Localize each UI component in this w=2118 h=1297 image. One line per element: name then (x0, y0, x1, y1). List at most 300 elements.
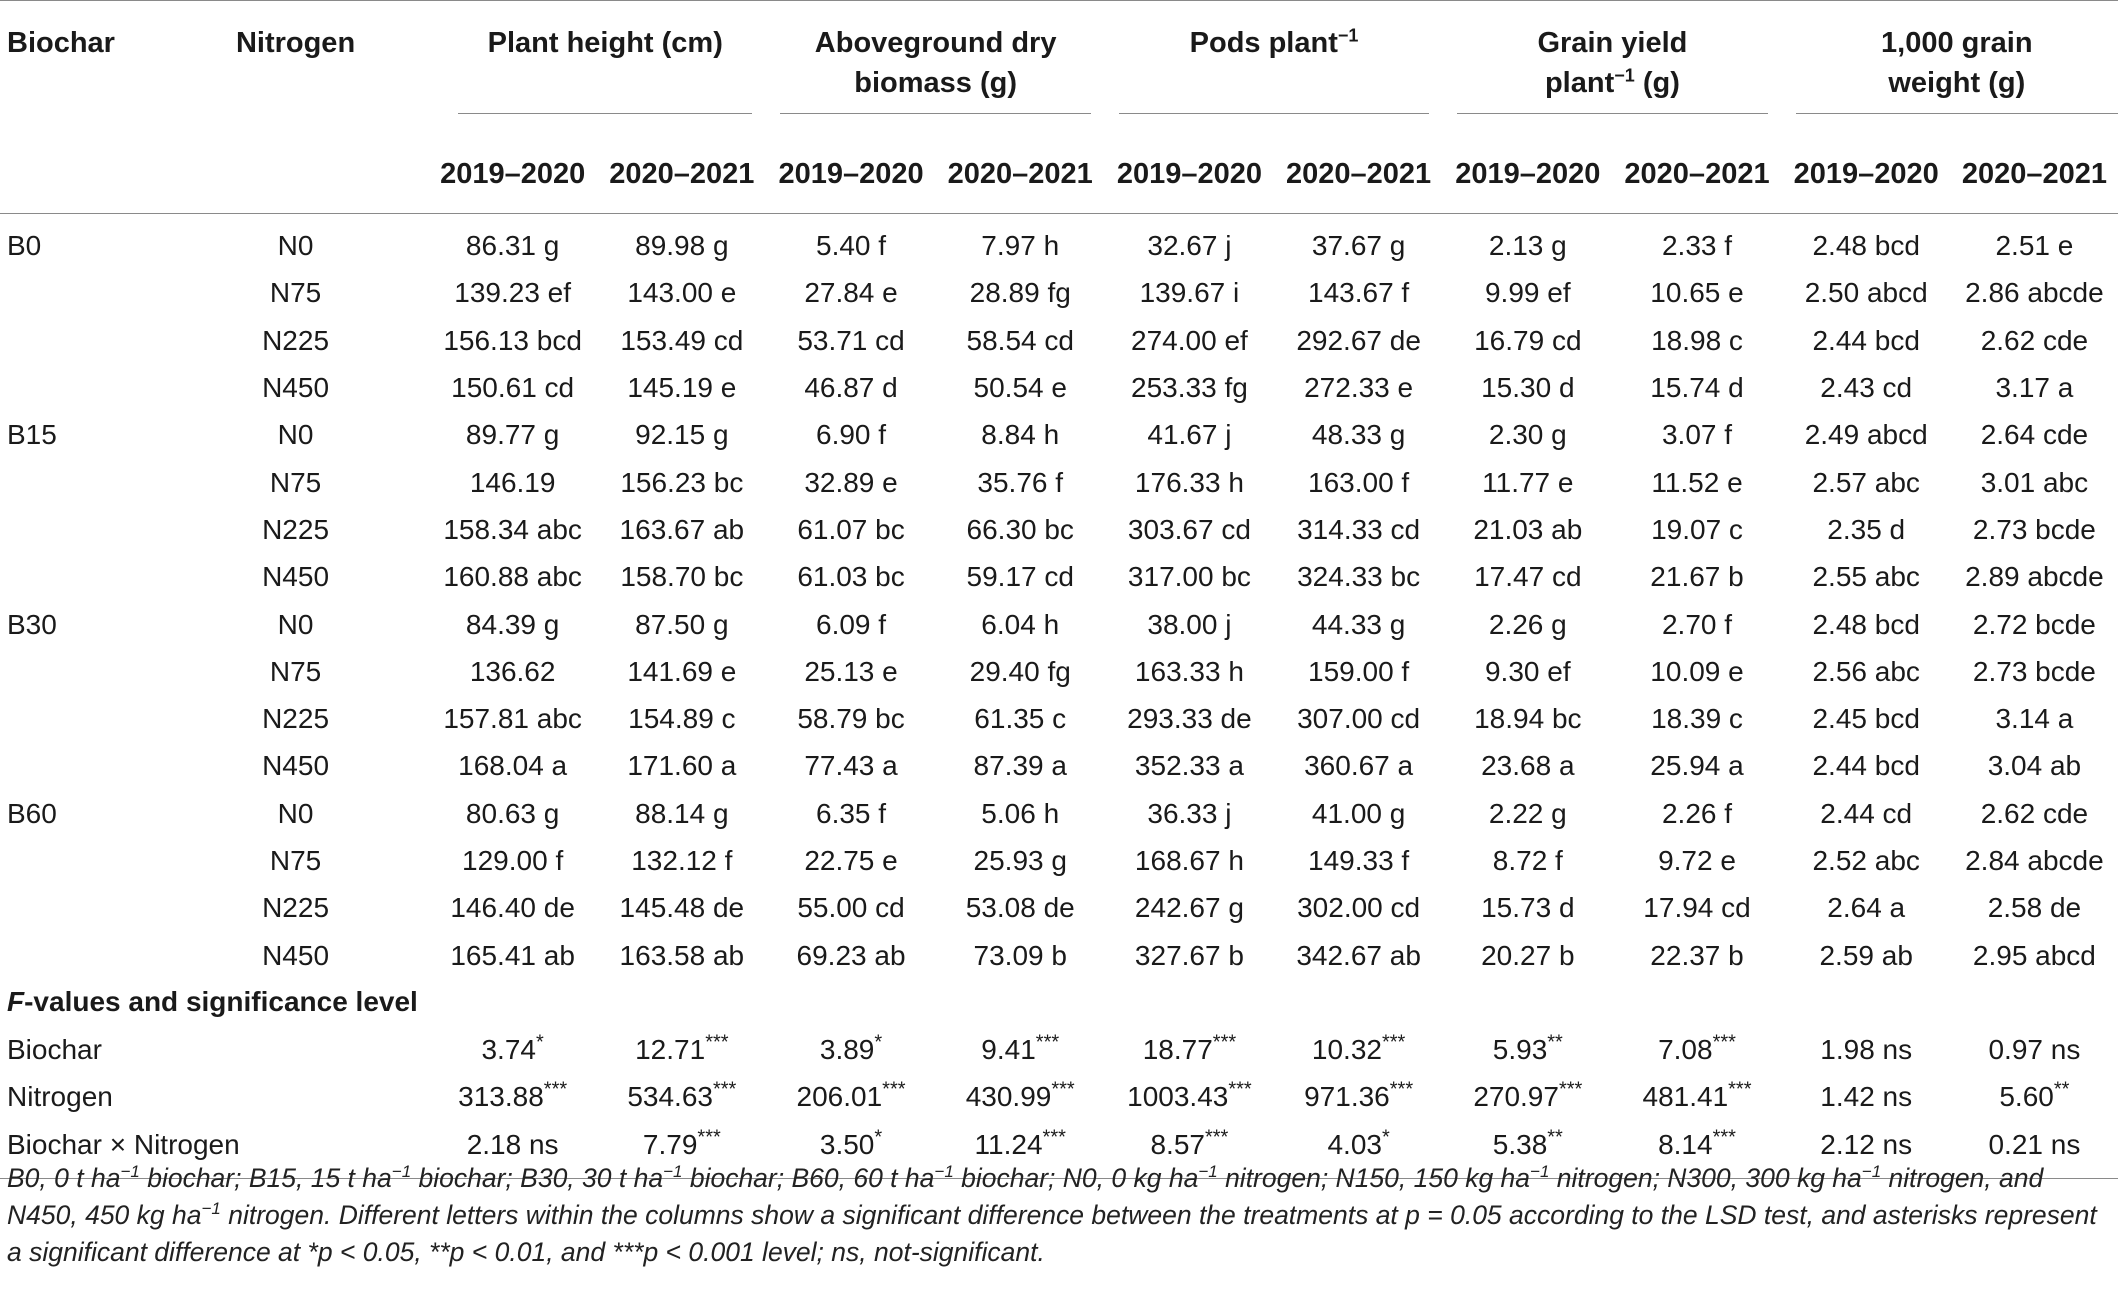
value-cell: 41.67 j (1147, 419, 1232, 451)
footnote-sup: −1 (1530, 1162, 1550, 1182)
value-cell: 38.00 j (1147, 608, 1232, 640)
nitrogen-cell: N450 (262, 939, 330, 971)
table-row (0, 458, 2118, 505)
value-cell: 2.52 abc (1812, 845, 1920, 876)
value-cell: 2.62 cde (1980, 324, 2089, 356)
footnote-sup: −1 (201, 1199, 221, 1219)
value-cell: 35.76 f (977, 466, 1064, 498)
table-row (0, 506, 2118, 553)
table-row (0, 884, 2118, 931)
f-value: 534.63 (627, 1081, 713, 1113)
value-cell: 55.00 cd (797, 892, 905, 924)
value-cell: 168.04 a (458, 750, 568, 782)
value-cell: 317.00 bc (1127, 561, 1251, 593)
value-cell: 2.70 f (1661, 608, 1733, 640)
value-cell: 2.59 ab (1819, 939, 1913, 971)
f-row-label: Nitrogen (7, 1081, 113, 1113)
value-cell: 3.17 a (1995, 372, 2074, 404)
f-value: 8.57 (1150, 1128, 1205, 1160)
value-cell: 2.51 e (1995, 230, 2074, 262)
year-header: 2019–2020 (778, 157, 924, 190)
biochar-cell (0, 458, 163, 505)
value-cell: 156.23 bc (620, 466, 744, 498)
value-cell: 2.22 g (1488, 797, 1567, 829)
nitrogen-header: Nitrogen (163, 1, 428, 214)
year-header: 2019–2020 (440, 157, 586, 190)
f-value-cell (1274, 1026, 1443, 1073)
significance-stars: ** (2053, 1079, 2070, 1102)
table-row (0, 317, 2118, 364)
biochar-cell: B15 (7, 419, 57, 451)
f-value: 11.24 (974, 1128, 1043, 1160)
footnote-sup: −1 (663, 1162, 683, 1182)
value-cell: 46.87 d (804, 372, 898, 404)
value-cell: 2.55 abc (1812, 561, 1920, 593)
value-cell: 5.06 h (981, 797, 1060, 829)
value-cell: 18.98 c (1651, 324, 1743, 356)
table-row (0, 790, 2118, 837)
significance-stars: *** (543, 1079, 568, 1102)
group-header-line1: Grain yield (1537, 27, 1688, 59)
value-cell: 17.94 cd (1643, 892, 1751, 924)
footnote-sup: −1 (1198, 1162, 1218, 1182)
footnote-text: biochar; N0, 0 kg ha (953, 1163, 1199, 1193)
value-cell: 303.67 cd (1127, 513, 1251, 545)
group-header-text: Pods plant (1189, 27, 1338, 59)
footnote-text: nitrogen; N300, 300 kg ha (1549, 1163, 1862, 1193)
f-section-lead: F (7, 986, 25, 1018)
value-cell: 2.58 de (1987, 892, 2082, 924)
value-cell: 8.84 h (981, 419, 1060, 451)
nitrogen-cell: N450 (262, 561, 330, 593)
value-cell: 3.07 f (1661, 419, 1733, 451)
year-header: 2019–2020 (1455, 157, 1601, 190)
f-value: 5.93 (1492, 1034, 1548, 1066)
value-cell: 18.94 bc (1474, 703, 1582, 735)
value-cell: 87.50 g (635, 608, 729, 640)
value-cell: 292.67 de (1296, 324, 1421, 356)
f-value: 5.38 (1492, 1128, 1548, 1160)
footnote-sup: −1 (391, 1162, 412, 1182)
value-cell: 58.79 bc (797, 703, 905, 735)
value-cell: 69.23 ab (796, 939, 906, 971)
value-cell: 22.75 e (804, 845, 898, 876)
significance-stars: *** (1212, 1031, 1237, 1054)
value-cell: 302.00 cd (1297, 892, 1421, 924)
value-cell: 2.89 abcde (1965, 561, 2104, 593)
value-cell: 253.33 fg (1131, 372, 1248, 404)
value-cell: 11.77 e (1482, 466, 1574, 498)
nitrogen-cell: N0 (277, 419, 314, 451)
value-cell: 129.00 f (462, 845, 564, 876)
table-row (0, 837, 2118, 884)
value-cell: 360.67 a (1304, 750, 1414, 782)
f-value-cell (1612, 1026, 1781, 1073)
nitrogen-cell: N450 (262, 750, 330, 782)
nitrogen-cell: N225 (262, 703, 330, 735)
f-value: 1.42 ns (1820, 1081, 1913, 1113)
value-cell: 2.26 f (1661, 797, 1733, 829)
table-footnote (7, 1160, 2107, 1271)
footnote-text: biochar; B60, 60 t ha (682, 1163, 935, 1193)
f-value: 8.14 (1658, 1128, 1713, 1160)
value-cell: 11.52 e (1651, 466, 1743, 498)
value-cell: 89.98 g (635, 230, 729, 262)
biochar-cell (0, 317, 163, 364)
biochar-cell: B60 (7, 797, 57, 829)
group-header-line1: 1,000 grain (1881, 27, 2033, 59)
group-header-line2-pre: plant (1544, 67, 1615, 99)
f-value-cell (1612, 1073, 1781, 1120)
value-cell: 314.33 cd (1297, 513, 1421, 545)
f-value-cell (936, 1026, 1105, 1073)
f-value: 3.89 (819, 1034, 875, 1066)
value-cell: 21.67 b (1650, 561, 1744, 593)
significance-stars: * (874, 1126, 883, 1149)
value-cell: 156.13 bcd (443, 324, 582, 356)
value-cell: 88.14 g (635, 797, 729, 829)
table-row (0, 695, 2118, 742)
value-cell: 3.01 abc (1980, 466, 2089, 498)
value-cell: 9.99 ef (1484, 277, 1571, 309)
group-header-grain-yield (1443, 1, 1781, 136)
value-cell: 163.33 h (1134, 655, 1244, 687)
value-cell: 2.64 a (1827, 892, 1906, 924)
value-cell: 41.00 g (1311, 797, 1406, 829)
value-cell: 145.19 e (627, 372, 737, 404)
year-header: 2020–2021 (947, 157, 1093, 190)
value-cell: 6.09 f (816, 608, 887, 640)
f-value: 313.88 (458, 1081, 544, 1113)
value-cell: 6.35 f (816, 797, 887, 829)
significance-stars: *** (1228, 1079, 1252, 1102)
value-cell: 272.33 e (1304, 372, 1414, 404)
f-value-cell (1105, 1026, 1274, 1073)
value-cell: 146.19 (469, 466, 556, 498)
footnote-text: nitrogen, and N450, 450 kg ha (7, 1163, 2044, 1230)
value-cell: 158.34 abc (443, 513, 582, 545)
f-row-label: Biochar × Nitrogen (0, 1121, 428, 1179)
table-row (0, 742, 2118, 789)
value-cell: 163.00 f (1308, 466, 1410, 498)
f-section-rest: -values and significance level (24, 986, 418, 1018)
value-cell: 2.86 abcde (1965, 277, 2104, 309)
value-cell: 53.08 de (965, 892, 1075, 924)
biochar-cell (0, 648, 163, 695)
value-cell: 6.90 f (816, 419, 887, 451)
value-cell: 2.50 abcd (1804, 277, 1928, 309)
biochar-header: Biochar (0, 1, 163, 214)
value-cell: 77.43 a (804, 750, 898, 782)
value-cell: 307.00 cd (1297, 703, 1421, 735)
f-value: 0.97 ns (1988, 1034, 2081, 1066)
value-cell: 153.49 cd (620, 324, 744, 356)
value-cell: 136.62 (469, 655, 556, 687)
value-cell: 146.40 de (450, 892, 575, 924)
f-value: 481.41 (1642, 1081, 1729, 1113)
year-header: 2019–2020 (1116, 157, 1262, 190)
f-value: 1.98 ns (1820, 1034, 1913, 1066)
f-value: 5.60 (1999, 1081, 2054, 1113)
value-cell: 2.44 cd (1820, 797, 1913, 829)
value-cell: 25.94 a (1650, 750, 1744, 782)
biochar-cell (0, 742, 163, 789)
value-cell: 25.13 e (804, 655, 898, 687)
value-cell: 159.00 f (1308, 655, 1410, 687)
value-cell: 165.41 ab (450, 939, 575, 971)
value-cell: 2.44 bcd (1812, 324, 1920, 356)
group-header-line2: weight (g) (1888, 67, 2026, 99)
significance-stars: *** (1042, 1126, 1066, 1149)
f-value-cell (1782, 1073, 1951, 1120)
group-header-sup: −1 (1614, 65, 1635, 86)
f-value-row (0, 1026, 2118, 1073)
nitrogen-cell: N75 (269, 466, 322, 498)
value-cell: 25.93 g (973, 845, 1067, 876)
biochar-cell: B30 (7, 608, 57, 640)
f-section-heading (0, 979, 2118, 1026)
group-header-label (1457, 23, 1767, 114)
table-body (0, 214, 2118, 1182)
nitrogen-cell: N225 (262, 513, 330, 545)
value-cell: 2.35 d (1827, 513, 1906, 545)
nitrogen-cell: N75 (269, 655, 322, 687)
f-value: 2.18 ns (466, 1128, 559, 1160)
value-cell: 61.35 c (974, 703, 1067, 735)
value-cell: 2.62 cde (1980, 797, 2089, 829)
value-cell: 2.43 cd (1820, 372, 1913, 404)
f-value-cell (936, 1073, 1105, 1120)
value-cell: 86.31 g (465, 230, 560, 262)
group-header-pods (1105, 1, 1443, 136)
value-cell: 28.89 fg (969, 277, 1071, 309)
value-cell: 61.03 bc (797, 561, 905, 593)
biochar-cell (0, 884, 163, 931)
value-cell: 163.67 ab (619, 513, 745, 545)
f-value: 971.36 (1304, 1081, 1390, 1113)
value-cell: 157.81 abc (443, 703, 582, 735)
value-cell: 324.33 bc (1297, 561, 1421, 593)
footnote-text: nitrogen; N150, 150 kg ha (1217, 1163, 1531, 1193)
value-cell: 2.30 g (1488, 419, 1567, 451)
f-value: 0.21 ns (1988, 1128, 2081, 1160)
value-cell: 141.69 e (627, 655, 737, 687)
biochar-cell (0, 695, 163, 742)
f-value-cell (1443, 1026, 1612, 1073)
value-cell: 242.67 g (1134, 892, 1244, 924)
value-cell: 21.03 ab (1473, 513, 1583, 545)
value-cell: 10.09 e (1650, 655, 1744, 687)
value-cell: 27.84 e (804, 277, 898, 309)
value-cell: 73.09 b (973, 939, 1067, 971)
biochar-cell (0, 837, 163, 884)
year-header: 2020–2021 (1286, 157, 1432, 190)
f-value: 4.03 (1327, 1128, 1382, 1160)
f-value-cell (1951, 1073, 2118, 1120)
value-cell: 145.48 de (619, 892, 745, 924)
f-value: 3.50 (819, 1128, 875, 1160)
value-cell: 32.67 j (1147, 230, 1232, 262)
biochar-cell (0, 506, 163, 553)
value-cell: 2.95 abcd (1972, 939, 2096, 971)
group-header-sup: −1 (1337, 25, 1359, 46)
f-value: 7.08 (1658, 1034, 1713, 1066)
value-cell: 9.72 e (1658, 845, 1736, 876)
f-value: 206.01 (796, 1081, 883, 1113)
f-value-cell (1274, 1073, 1443, 1120)
nitrogen-cell: N225 (262, 892, 330, 924)
value-cell: 2.57 abc (1812, 466, 1920, 498)
significance-stars: *** (1035, 1031, 1060, 1054)
value-cell: 61.07 bc (797, 513, 905, 545)
significance-stars: *** (1712, 1031, 1736, 1054)
f-value: 18.77 (1142, 1034, 1213, 1066)
value-cell: 6.04 h (981, 608, 1060, 640)
significance-stars: * (1381, 1126, 1390, 1149)
value-cell: 2.49 abcd (1804, 419, 1928, 451)
group-header-label: Plant height (cm) (458, 23, 752, 114)
value-cell: 20.27 b (1481, 939, 1575, 971)
footnote-text: biochar; B30, 30 t ha (411, 1163, 664, 1193)
value-cell: 15.74 d (1650, 372, 1744, 404)
significance-stars: *** (1389, 1079, 1414, 1102)
value-cell: 50.54 e (973, 372, 1067, 404)
significance-stars: *** (1558, 1079, 1583, 1102)
f-value: 430.99 (965, 1081, 1052, 1113)
value-cell: 132.12 f (631, 845, 733, 876)
value-cell: 2.56 abc (1812, 655, 1920, 687)
significance-stars: *** (697, 1126, 721, 1149)
f-value: 7.79 (642, 1128, 698, 1160)
value-cell: 149.33 f (1308, 845, 1410, 876)
table-header (0, 1, 2118, 214)
value-cell: 2.44 bcd (1812, 750, 1920, 782)
value-cell: 7.97 h (981, 230, 1060, 262)
value-cell: 150.61 cd (451, 372, 575, 404)
significance-stars: ** (1547, 1126, 1563, 1149)
footnote-sup: −1 (120, 1162, 140, 1182)
value-cell: 44.33 g (1311, 608, 1406, 640)
f-value: 10.32 (1311, 1034, 1382, 1066)
f-value: 3.74 (481, 1034, 536, 1066)
f-value: 9.41 (981, 1034, 1036, 1066)
year-header: 2020–2021 (609, 157, 755, 190)
value-cell: 2.64 cde (1980, 419, 2089, 451)
f-value-cell (1443, 1073, 1612, 1120)
significance-stars: *** (712, 1079, 737, 1102)
group-header-line2: biomass (g) (854, 67, 1017, 99)
value-cell: 92.15 g (635, 419, 729, 451)
value-cell: 158.70 bc (620, 561, 744, 593)
value-cell: 15.73 d (1481, 892, 1575, 924)
group-header-line1: Aboveground dry (814, 27, 1057, 59)
nitrogen-cell: N225 (262, 324, 330, 356)
group-header-line2-post: (g) (1634, 67, 1680, 99)
value-cell: 84.39 g (465, 608, 560, 640)
f-value-cell (428, 1073, 597, 1120)
nitrogen-cell: N450 (262, 372, 330, 404)
value-cell: 19.07 c (1651, 513, 1743, 545)
footnote-sup: −1 (934, 1162, 954, 1182)
value-cell: 2.73 bcde (1972, 513, 2096, 545)
table-row (0, 648, 2118, 695)
biochar-cell (0, 931, 163, 978)
value-cell: 2.45 bcd (1812, 703, 1920, 735)
f-value: 1003.43 (1127, 1081, 1229, 1113)
table-row (0, 600, 2118, 647)
significance-stars: *** (705, 1031, 729, 1054)
value-cell: 2.48 bcd (1812, 230, 1920, 262)
significance-stars: * (535, 1031, 544, 1054)
footnote-text: biochar; B15, 15 t ha (139, 1163, 392, 1193)
f-value: 12.71 (635, 1034, 706, 1066)
table-row (0, 411, 2118, 458)
value-cell: 154.89 c (628, 703, 736, 735)
value-cell: 37.67 g (1311, 230, 1406, 262)
value-cell: 2.73 bcde (1972, 655, 2096, 687)
biochar-cell (0, 269, 163, 316)
value-cell: 2.72 bcde (1972, 608, 2096, 640)
nitrogen-cell: N0 (277, 608, 314, 640)
footnote-sup: −1 (1861, 1162, 1882, 1182)
f-value-row (0, 1073, 2118, 1120)
value-cell: 2.13 g (1488, 230, 1567, 262)
group-header-biomass (766, 1, 1104, 136)
value-cell: 139.67 i (1139, 277, 1240, 309)
group-header-grain-weight (1782, 1, 2118, 136)
value-cell: 274.00 ef (1131, 324, 1248, 356)
significance-stars: * (874, 1031, 883, 1054)
group-header-plant-height (428, 1, 766, 136)
footnote-text: B0, 0 t ha (7, 1163, 121, 1193)
footnote-text: nitrogen. Different letters within the columns show a significant difference between the treatments at p = 0.05 according to the LSD test, and asterisks represent a significant difference at *p < 0.05, **p < 0.01, and ***p < 0.001 level; ns, not-significant. (7, 1200, 2097, 1267)
value-cell: 2.84 abcde (1965, 845, 2104, 876)
value-cell: 16.79 cd (1474, 324, 1582, 356)
f-value-cell (1782, 1026, 1951, 1073)
year-header: 2019–2020 (1793, 157, 1939, 190)
value-cell: 59.17 cd (966, 561, 1074, 593)
value-cell: 352.33 a (1134, 750, 1244, 782)
value-cell: 2.48 bcd (1812, 608, 1920, 640)
year-header: 2020–2021 (1624, 157, 1770, 190)
value-cell: 143.67 f (1308, 277, 1410, 309)
value-cell: 8.72 f (1492, 845, 1563, 876)
significance-stars: *** (1381, 1031, 1406, 1054)
table-row (0, 364, 2118, 411)
value-cell: 89.77 g (465, 419, 560, 451)
value-cell: 66.30 bc (966, 513, 1074, 545)
group-header-label (1119, 23, 1429, 114)
f-value-cell (597, 1073, 766, 1120)
value-cell: 23.68 a (1481, 750, 1575, 782)
value-cell: 80.63 g (465, 797, 560, 829)
value-cell: 3.04 ab (1987, 750, 2082, 782)
significance-stars: *** (1712, 1126, 1736, 1149)
value-cell: 5.40 f (816, 230, 887, 262)
value-cell: 143.00 e (627, 277, 737, 309)
significance-stars: *** (1728, 1079, 1752, 1102)
table-row (0, 553, 2118, 600)
value-cell: 2.26 g (1488, 608, 1567, 640)
value-cell: 327.67 b (1134, 939, 1244, 971)
value-cell: 36.33 j (1147, 797, 1232, 829)
significance-stars: *** (882, 1079, 906, 1102)
value-cell: 18.39 c (1651, 703, 1743, 735)
f-value-cell (1105, 1073, 1274, 1120)
f-value-cell (597, 1026, 766, 1073)
nitrogen-cell: N75 (269, 277, 322, 309)
f-value-cell (1951, 1026, 2118, 1073)
